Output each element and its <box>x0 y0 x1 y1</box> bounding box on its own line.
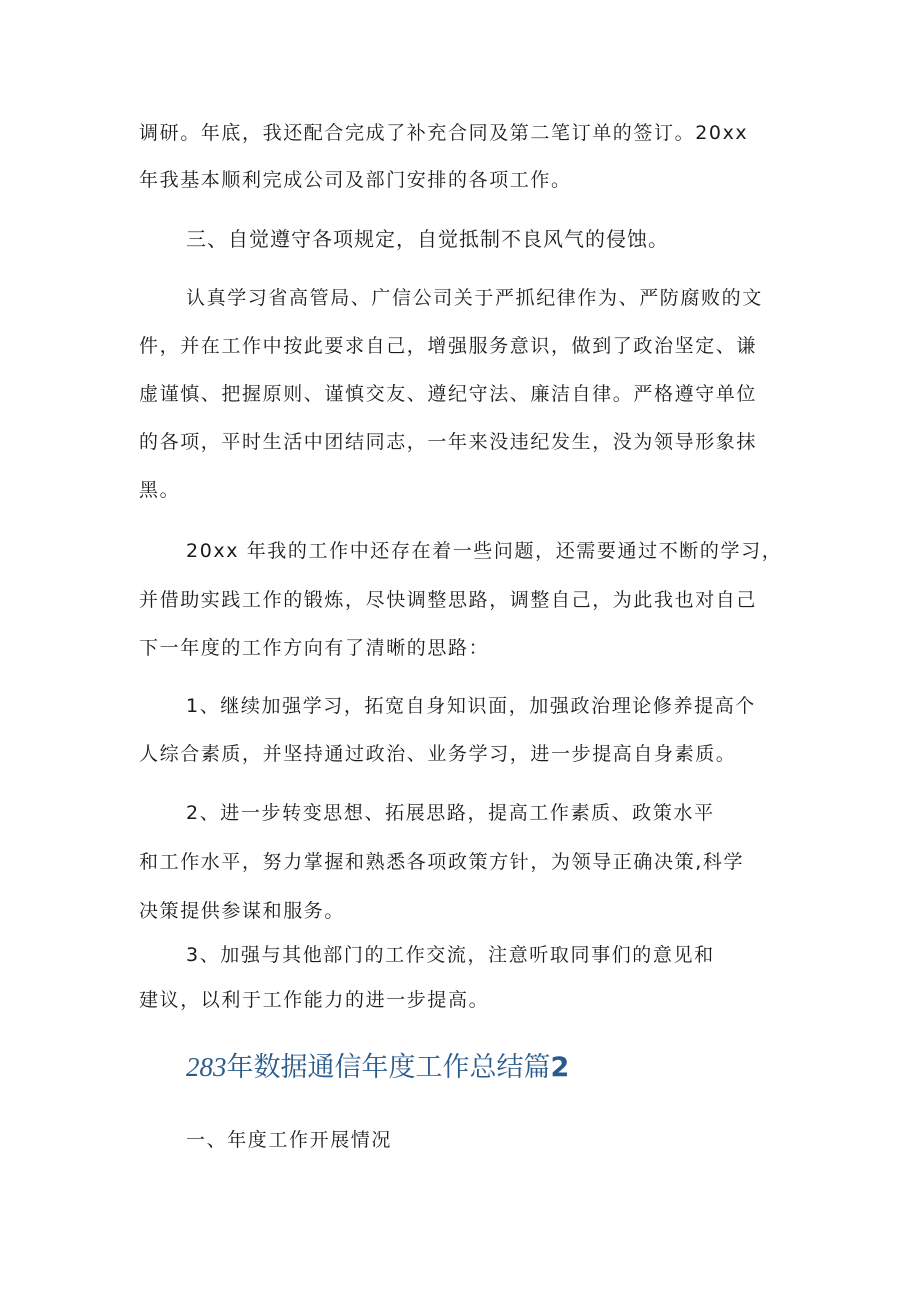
section-title <box>186 1050 569 1085</box>
section-title-number: 283 <box>186 1052 227 1082</box>
paragraph-2-line-1: 认真学习省高管局、广信公司关于严抓纪律作为、严防腐败的文 <box>186 287 763 309</box>
paragraph-3-line-3: 下一年度的工作方向有了清晰的思路： <box>139 637 490 659</box>
section-title-text: 年数据通信年度工作总结篇 <box>226 1052 551 1083</box>
paragraph-3-line-2: 并借助实践工作的锻炼，尽快调整思路，调整自己，为此我也对自己 <box>139 589 758 611</box>
paragraph-2-line-5: 黑。 <box>139 479 181 501</box>
list-item-2-line-2: 和工作水平，努力掌握和熟悉各项政策方针，为领导正确决策,科学 <box>139 851 745 873</box>
paragraph-2-line-4: 的各项，平时生活中团结同志，一年来没违纪发生，没为领导形象抹 <box>139 431 758 453</box>
paragraph-3-line-1: 20xx 年我的工作中还存在着一些问题，还需要通过不断的学习， <box>186 540 783 562</box>
list-item-2-line-3: 决策提供参谋和服务。 <box>139 900 346 922</box>
list-item-3-line-2: 建议，以利于工作能力的进一步提高。 <box>139 989 490 1011</box>
paragraph-1-line-1: 调研。年底，我还配合完成了补充合同及第二笔订单的签订。20xx <box>139 122 749 144</box>
list-item-2-line-1: 2、进一步转变思想、拓展思路，提高工作素质、政策水平 <box>186 802 715 824</box>
list-item-1-line-1: 1、继续加强学习，拓宽自身知识面，加强政治理论修养提高个 <box>186 695 756 717</box>
paragraph-1-line-2: 年我基本顺利完成公司及部门安排的各项工作。 <box>139 169 572 191</box>
section-title-suffix: 2 <box>550 1052 570 1083</box>
list-item-3-line-1: 3、加强与其他部门的工作交流，注意听取同事们的意见和 <box>186 944 715 966</box>
subheading-annual-work: 一、年度工作开展情况 <box>186 1129 393 1151</box>
list-item-1-line-2: 人综合素质，并坚持通过政治、业务学习，进一步提高自身素质。 <box>139 743 737 765</box>
paragraph-2-line-2: 件，并在工作中按此要求自己，增强服务意识，做到了政治坚定、谦 <box>139 335 758 357</box>
paragraph-2-line-3: 虚谨慎、把握原则、谨慎交友、遵纪守法、廉洁自律。严格遵守单位 <box>139 383 758 405</box>
heading-three: 三、自觉遵守各项规定，自觉抵制不良风气的侵蚀。 <box>186 227 669 251</box>
